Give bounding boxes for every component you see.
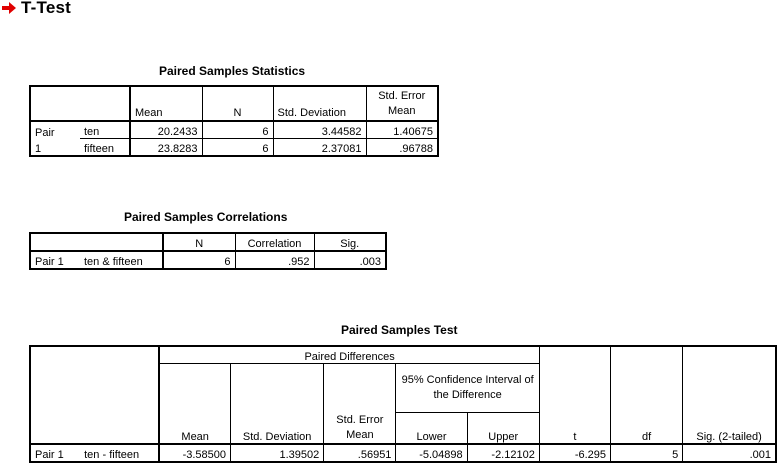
stats-corner-2 xyxy=(80,86,130,121)
col-df: df xyxy=(611,413,683,444)
paired-correlations-table xyxy=(29,232,387,270)
red-arrow-icon xyxy=(2,2,16,14)
test-corner-4 xyxy=(80,364,159,413)
t-spacer-2 xyxy=(539,364,610,413)
sig-spacer xyxy=(683,346,776,364)
n-cell: 6 xyxy=(163,251,235,269)
col-lower: Lower xyxy=(396,413,467,444)
correlation-cell: .952 xyxy=(235,251,314,269)
col-mean: Mean xyxy=(159,413,230,444)
se-spacer xyxy=(324,364,396,413)
row-label: ten xyxy=(80,121,130,139)
col-n: N xyxy=(163,233,235,251)
pair-label: Pair 1 xyxy=(30,444,80,462)
df-spacer xyxy=(611,346,683,364)
pair-number: 1 xyxy=(30,139,80,157)
ci-header: 95% Confidence Interval of the Difference xyxy=(396,364,539,413)
page-title: T-Test xyxy=(21,0,72,17)
pair-label: Pair xyxy=(30,121,80,139)
test-corner-2 xyxy=(80,346,159,364)
paired-stats-table xyxy=(29,85,439,157)
df-cell: 5 xyxy=(611,444,683,462)
t-spacer xyxy=(539,346,610,364)
col-std-deviation: Std. Deviation xyxy=(273,86,366,121)
sd-cell: 2.37081 xyxy=(273,139,366,157)
test-corner-5 xyxy=(30,413,80,444)
t-cell: -6.295 xyxy=(539,444,610,462)
row-label: fifteen xyxy=(80,139,130,157)
col-n: N xyxy=(202,86,273,121)
sig-cell: .001 xyxy=(683,444,776,462)
paired-test-table xyxy=(29,345,777,463)
test-corner-6 xyxy=(80,413,159,444)
df-spacer-2 xyxy=(611,364,683,413)
test-caption: Paired Samples Test xyxy=(341,323,458,337)
col-std-deviation: Std. Deviation xyxy=(231,413,324,444)
corr-corner-2 xyxy=(80,233,163,251)
col-std-error-mean-text: Std. Error Mean xyxy=(336,413,384,441)
col-mean: Mean xyxy=(130,86,202,121)
stats-caption: Paired Samples Statistics xyxy=(159,64,306,78)
se-cell: 1.40675 xyxy=(366,121,438,139)
corr-corner xyxy=(30,233,80,251)
sd-cell: 1.39502 xyxy=(231,444,324,462)
sig-cell: .003 xyxy=(314,251,386,269)
paired-differences-header: Paired Differences xyxy=(159,346,539,364)
mean-cell: -3.58500 xyxy=(159,444,230,462)
col-std-error-mean xyxy=(324,413,396,444)
mean-cell: 20.2433 xyxy=(130,121,202,139)
col-sig-2-tailed: Sig. (2-tailed) xyxy=(683,413,776,444)
stats-corner xyxy=(30,86,80,121)
sig-spacer-2 xyxy=(683,364,776,413)
col-std-error-mean: Std. Error Mean xyxy=(366,86,438,121)
mean-cell: 23.8283 xyxy=(130,139,202,157)
test-corner-3 xyxy=(30,364,80,413)
test-corner xyxy=(30,346,80,364)
sd-cell: 3.44582 xyxy=(273,121,366,139)
mean-spacer xyxy=(159,364,230,413)
col-t: t xyxy=(539,413,610,444)
n-cell: 6 xyxy=(202,121,273,139)
upper-cell: -2.12102 xyxy=(467,444,539,462)
output-header xyxy=(2,0,71,18)
sd-spacer xyxy=(231,364,324,413)
pair-label: Pair 1 xyxy=(30,251,80,269)
row-label: ten - fifteen xyxy=(80,444,159,462)
corr-caption: Paired Samples Correlations xyxy=(124,210,288,224)
row-label: ten & fifteen xyxy=(80,251,163,269)
lower-cell: -5.04898 xyxy=(396,444,467,462)
col-upper: Upper xyxy=(467,413,539,444)
se-cell: .96788 xyxy=(366,139,438,157)
se-cell: .56951 xyxy=(324,444,396,462)
col-correlation: Correlation xyxy=(235,233,314,251)
n-cell: 6 xyxy=(202,139,273,157)
col-sig: Sig. xyxy=(314,233,386,251)
